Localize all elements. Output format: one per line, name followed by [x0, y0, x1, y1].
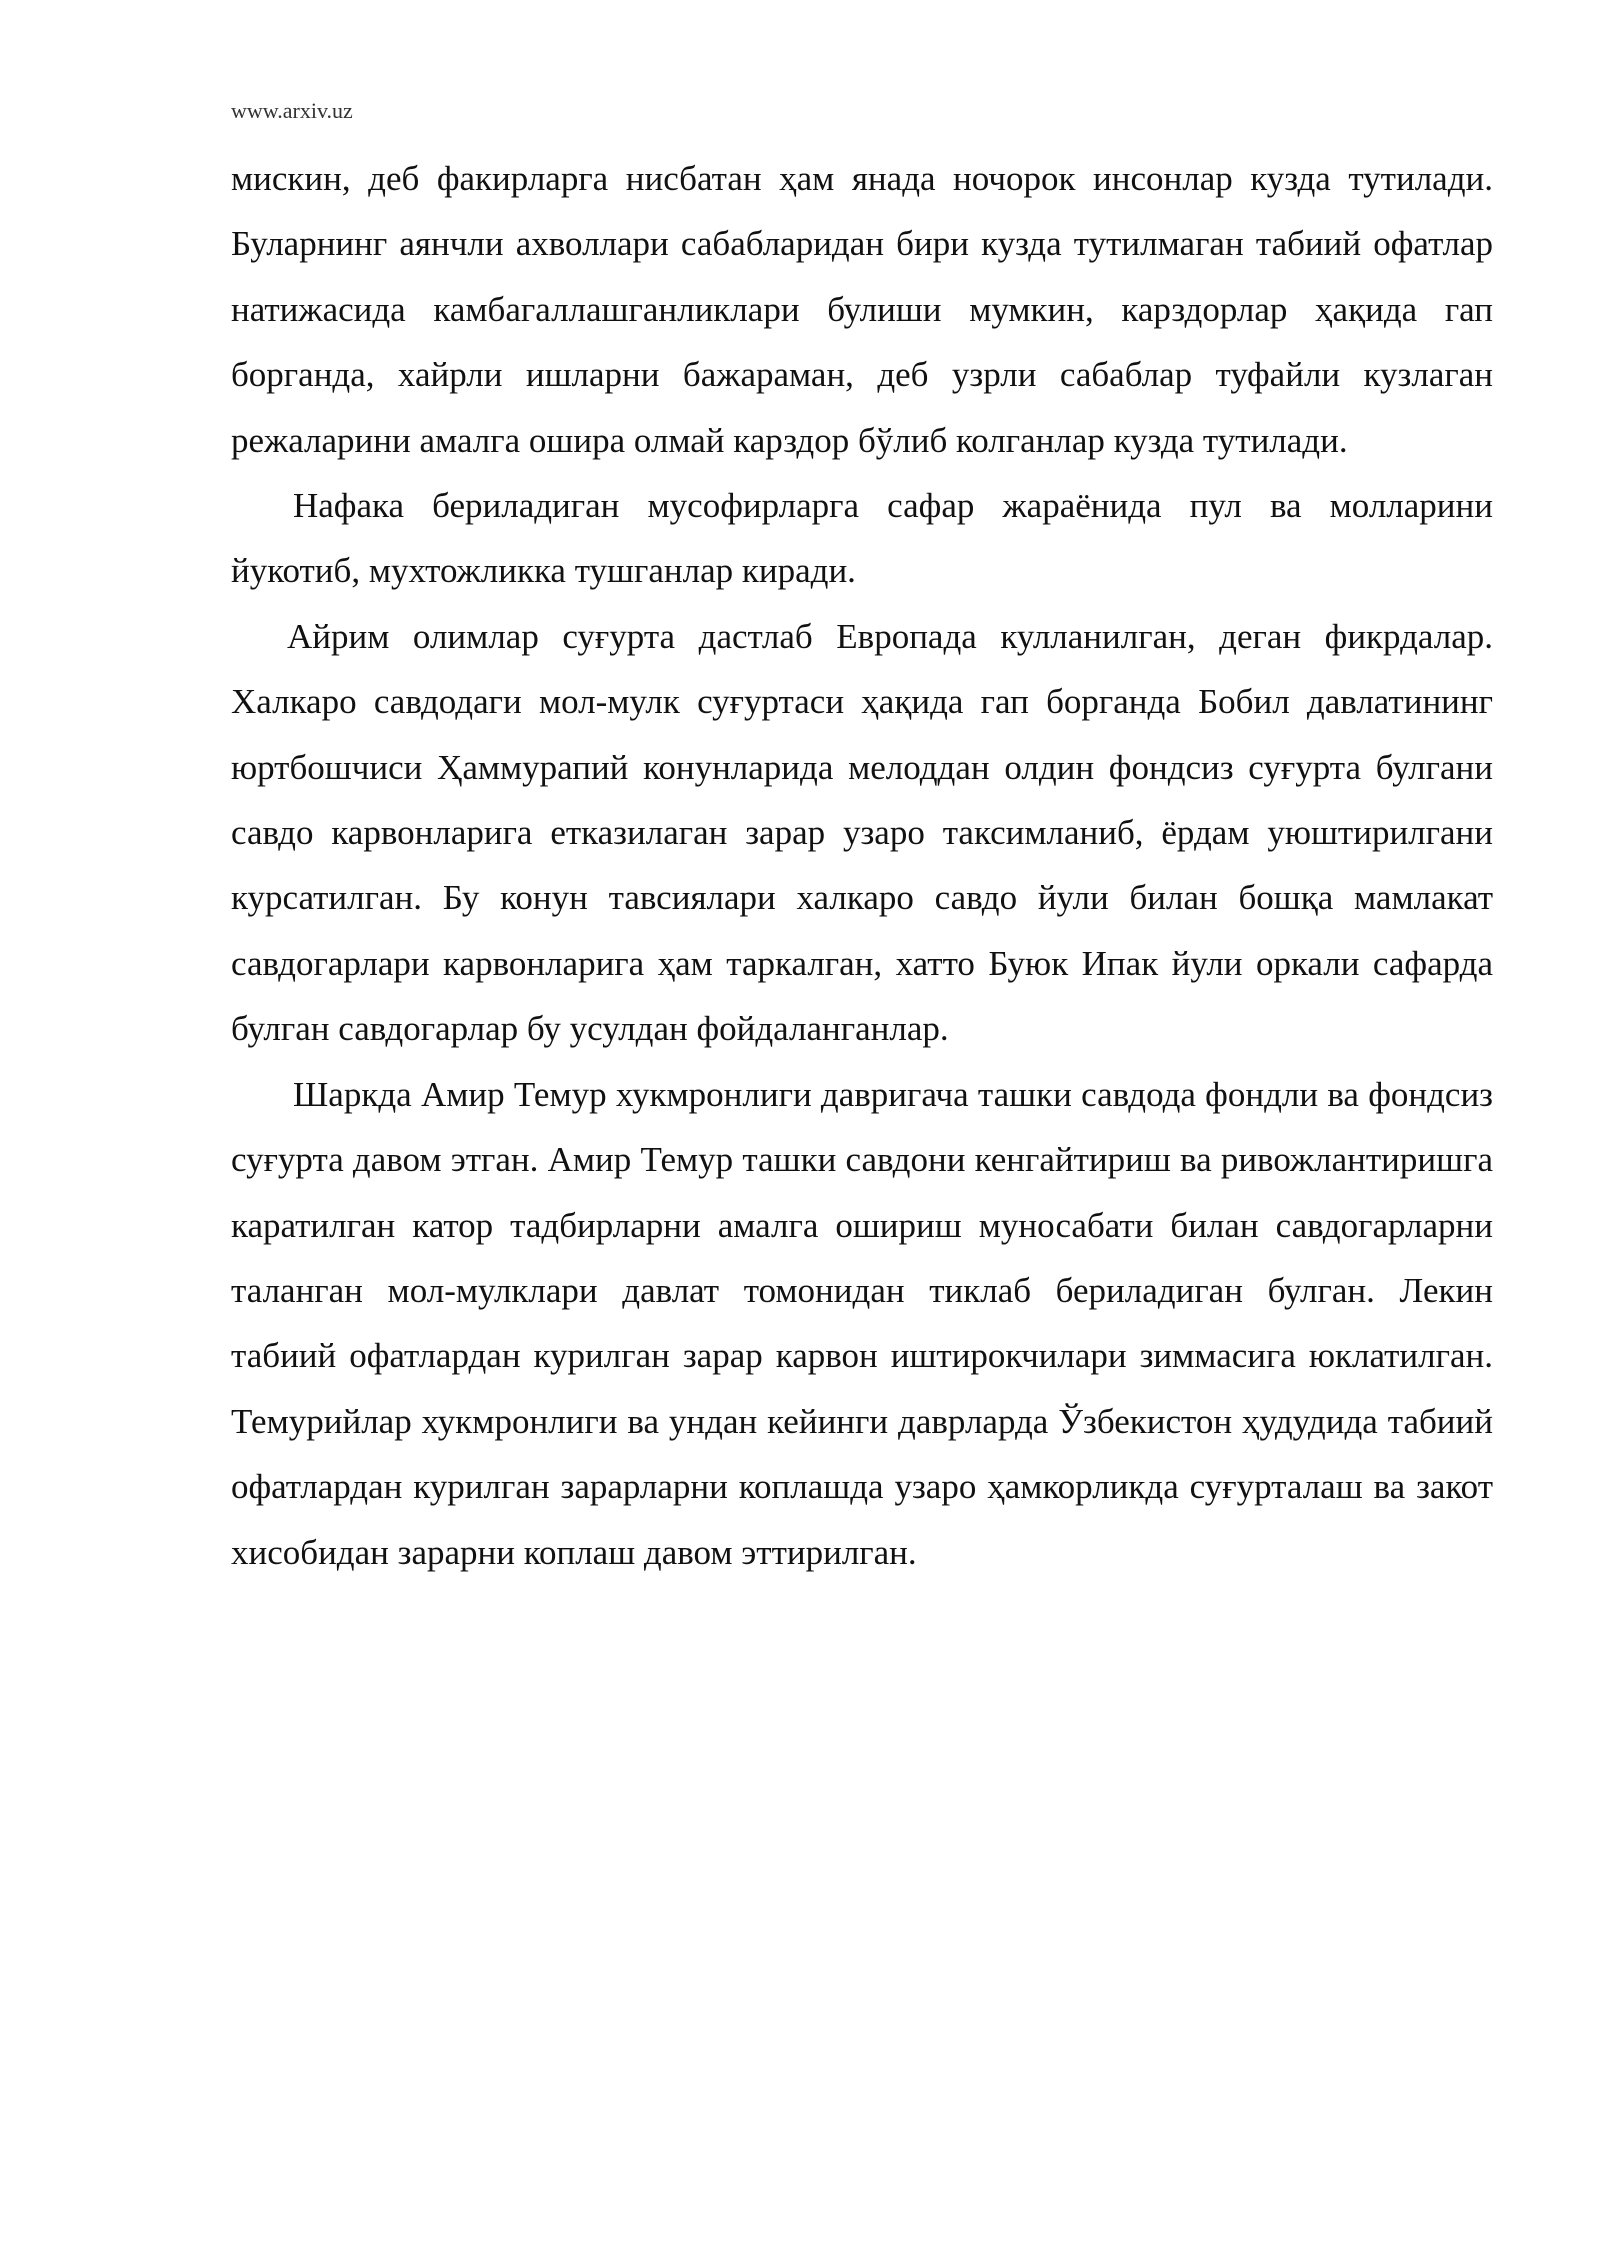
body-text	[231, 146, 1493, 1585]
site-url: www.arxiv.uz	[231, 98, 353, 123]
paragraph-4: Шаркда Амир Темур хукмронлиги давригача ташки савдода фондли ва фондсиз суғурта давом этган. Амир Темур ташки савдони кенгайтириш ва ривожлантиришга каратилган катор тадбирларни амалга ошириш муносабати билан савдогарларни таланган мол-мулклари давлат томонидан тиклаб бериладиган булган. Лекин табиий офатлардан курилган зарар карвон иштирокчилари зиммасига юклатилган. Темурийлар хукмронлиги ва ундан кейинги даврларда Ўзбекистон ҳудудида табиий офатлардан курилган зарарларни коплашда узаро ҳамкорликда суғурталаш ва закот хисобидан зарарни коплаш давом эттирилган.	[231, 1074, 1493, 1572]
paragraph-1: мискин, деб факирларга нисбатан ҳам янада ночорок инсонлар кузда тутилади. Буларнинг аянчли ахволлари сабабларидан бири кузда тутилмаган табиий офатлар натижасида камбагаллашганликлари булиши мумкин, карздорлар ҳақида гап борганда, хайрли ишларни бажараман, деб узрли сабаблар туфайли кузлаган режаларини амалга ошира олмай карздор бўлиб колганлар кузда тутилади.	[231, 159, 1493, 460]
paragraph-3: Айрим олимлар суғурта дастлаб Европада кулланилган, деган фикрдалар. Халкаро савдодаги мол-мулк суғуртаси ҳақида гап борганда Бобил давлатининг юртбошчиси Ҳаммурапий конунларида мелоддан олдин фондсиз суғурта булгани савдо карвонларига етказилаган зарар узаро таксимланиб, ёрдам уюштирилгани курсатилган. Бу конун тавсиялари халкаро савдо йули билан бошқа мамлакат савдогарлари карвонларига ҳам таркалган, хатто Буюк Ипак йули оркали сафарда булган савдогарлар бу усулдан фойдаланганлар.	[231, 616, 1493, 1049]
paragraph-2: Нафака бериладиган мусофирларга сафар жараёнида пул ва молларини йукотиб, мухтожликка тушганлар киради.	[231, 486, 1493, 591]
